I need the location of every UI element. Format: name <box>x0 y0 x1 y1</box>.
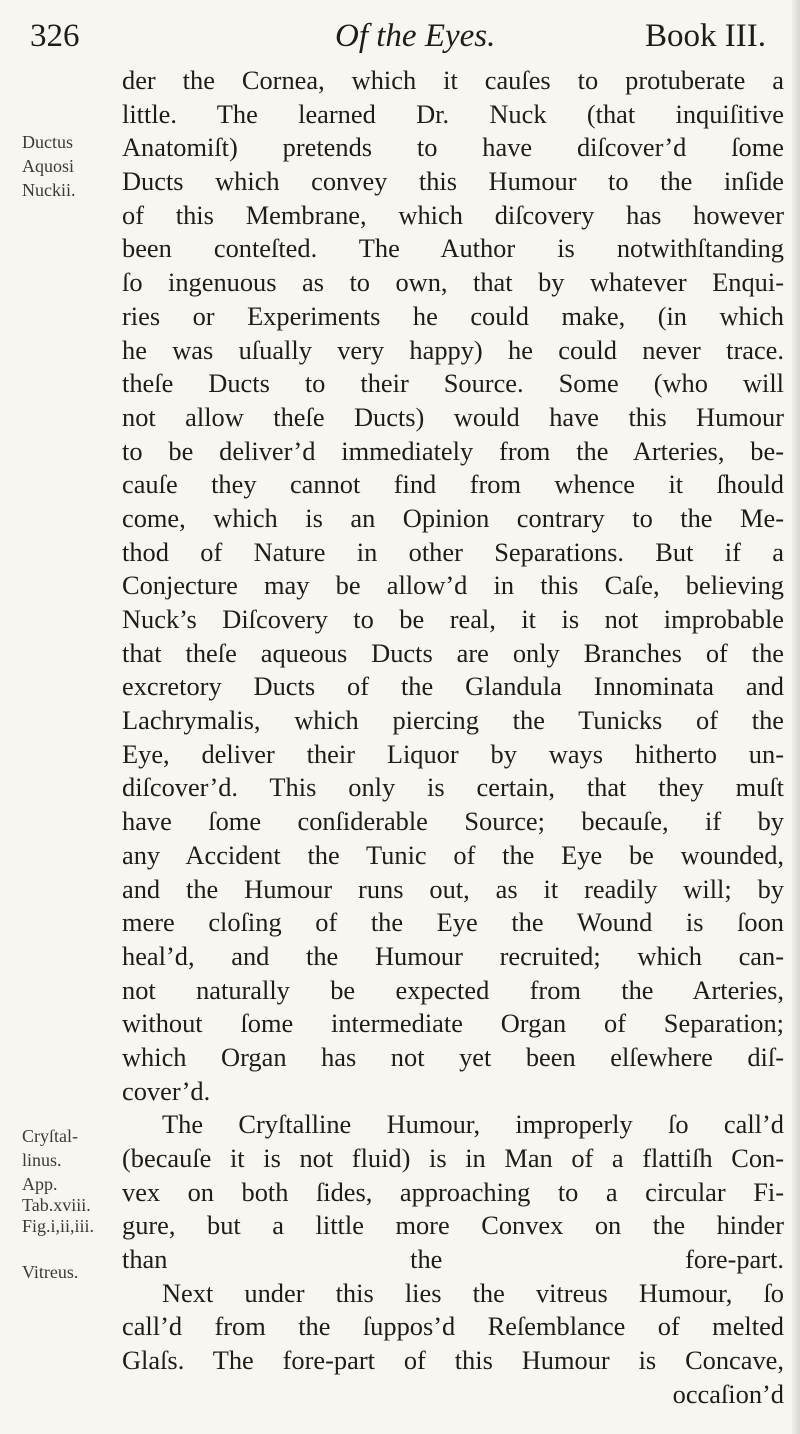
text-line: Conjecture may be allow’d in this Caſe, believing <box>122 570 784 601</box>
text-line: occaſion’d <box>672 1378 784 1409</box>
margin-note-line: App. <box>22 1174 58 1194</box>
text-line: which Organ has not yet been elſewhere diſ- <box>122 1041 784 1072</box>
text-line: Next under this lies the vitreus Humour, ſo <box>162 1277 784 1308</box>
text-line: little. The learned Dr. Nuck (that inquiſitive <box>122 98 784 129</box>
text-line: ries or Experiments he could make, (in which <box>122 300 784 331</box>
text-line: come, which is an Opinion contrary to the Me- <box>122 502 784 533</box>
text-line: not naturally be expected from the Arteries, <box>122 974 784 1005</box>
text-line: excretory Ducts of the Glandula Innominata and <box>122 671 784 702</box>
text-line: (becauſe it is not fluid) is in Man of a flattiſh Con- <box>122 1143 784 1173</box>
text-line: The Cryſtalline Humour, improperly ſo call’d <box>162 1109 784 1140</box>
text-line: Ducts which convey this Humour to the inſide <box>122 166 784 197</box>
text-line: cover’d. <box>122 1075 211 1106</box>
text-line: cauſe they cannot find from whence it ſhould <box>122 469 784 500</box>
margin-note-line: Nuckii. <box>22 180 76 200</box>
text-line: Anatomiſt) pretends to have diſcover’d ſome <box>122 132 784 163</box>
text-line: heal’d, and the Humour recruited; which can- <box>122 940 784 971</box>
margin-note-crystallinus <box>22 1124 107 1172</box>
text-line: and the Humour runs out, as it readily will; by <box>122 873 784 904</box>
text-line: Lachrymalis, which piercing the Tunicks of the <box>122 705 784 736</box>
text-line: he was uſually very happy) he could never trace. <box>122 334 784 365</box>
text-line: Glaſs. The fore-part of this Humour is Concave, <box>122 1345 784 1376</box>
running-title: Of the Eyes. <box>335 18 496 54</box>
page-edge-shadow <box>792 0 800 1434</box>
margin-note-line: linus. <box>22 1150 62 1170</box>
text-line: been conteſted. The Author is notwithſtanding <box>122 233 784 264</box>
body-text <box>122 64 784 1412</box>
margin-note-line: Fig.i,ii,iii. <box>22 1216 95 1236</box>
text-line: Eye, deliver their Liquor by ways hitherto un- <box>122 738 784 769</box>
text-line: of this Membrane, which diſcovery has however <box>122 199 784 230</box>
margin-note-ductus <box>22 130 107 202</box>
text-line: theſe Ducts to their Source. Some (who will <box>122 368 784 399</box>
text-line: that theſe aqueous Ducts are only Branches of the <box>122 637 784 668</box>
text-line: without ſome intermediate Organ of Separation; <box>122 1008 784 1039</box>
text-line: thod of Nature in other Separations. But if a <box>122 536 784 567</box>
text-line: gure, but a little more Convex on the hinder <box>122 1210 784 1241</box>
text-line: have ſome conſiderable Source; becauſe, if by <box>122 806 784 837</box>
margin-note-line: Tab.xviii. <box>22 1195 91 1215</box>
text-line: der the Cornea, which it cauſes to protuberate a <box>122 65 784 95</box>
text-line: to be deliver’d immediately from the Arteries, be- <box>122 435 784 466</box>
margin-note-line: Ductus <box>22 132 73 152</box>
margin-note-line: Aquosi <box>22 156 75 176</box>
running-header <box>0 12 800 62</box>
text-line: than the fore-part. <box>122 1244 784 1275</box>
page-number: 326 <box>30 18 80 54</box>
text-line: Nuck’s Diſcovery to be real, it is not improbable <box>122 604 784 634</box>
text-line: any Accident the Tunic of the Eye be wounded, <box>122 839 784 870</box>
margin-note-line: Vitreus. <box>22 1262 79 1282</box>
book-label: Book III. <box>645 18 766 54</box>
text-line: vex on both ſides, approaching to a circular Fi- <box>122 1176 784 1207</box>
text-line: diſcover’d. This only is certain, that they muſt <box>122 772 784 803</box>
margin-note-line: Cryſtal- <box>22 1126 78 1146</box>
text-line: call’d from the ſuppos’d Reſemblance of melted <box>122 1311 784 1342</box>
margin-note-vitreus <box>22 1260 107 1284</box>
text-line: ſo ingenuous as to own, that by whatever Enqui- <box>122 267 784 298</box>
text-line: mere cloſing of the Eye the Wound is ſoon <box>122 907 784 938</box>
margin-note-plate-reference <box>22 1174 107 1237</box>
text-line: not allow theſe Ducts) would have this Humour <box>122 401 784 432</box>
